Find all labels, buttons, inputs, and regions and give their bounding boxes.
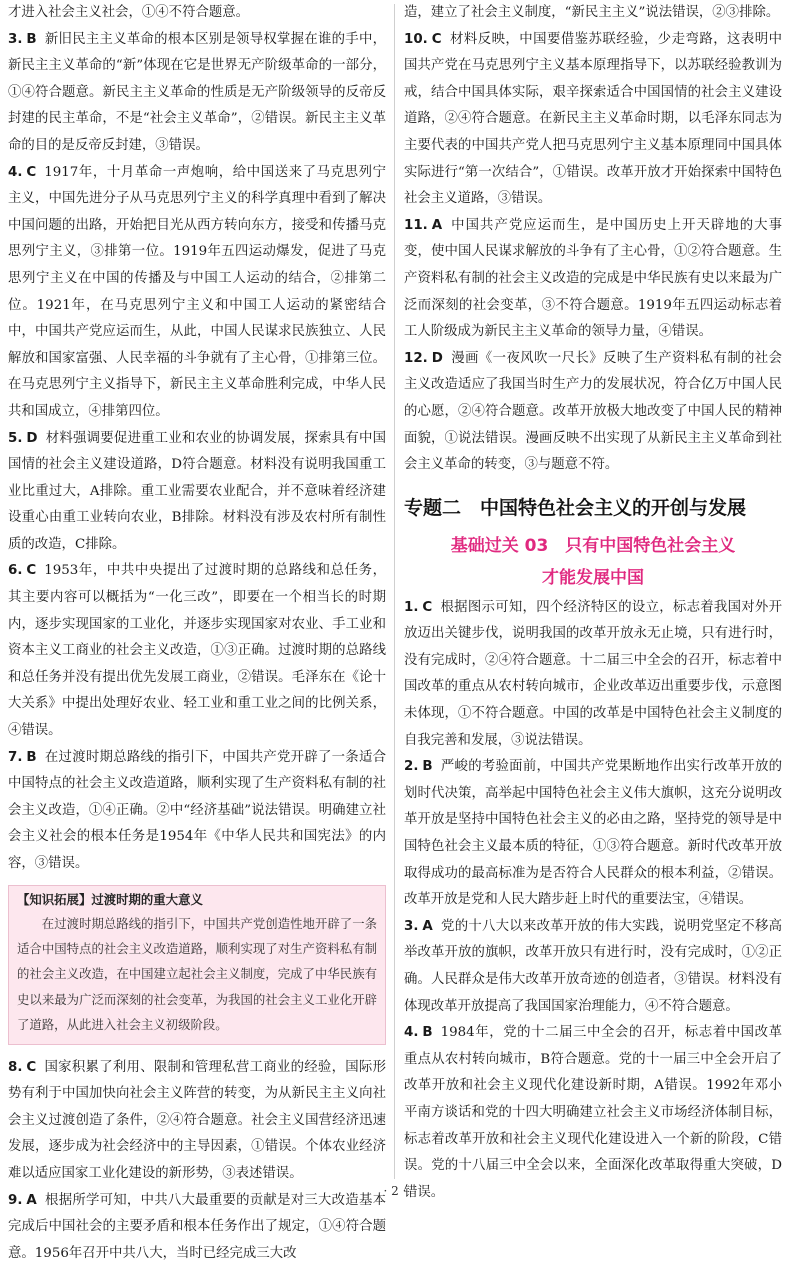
answer-letter: A xyxy=(431,217,443,233)
answer-item xyxy=(8,0,386,27)
column-divider xyxy=(394,4,395,1179)
answer-text: 严峻的考验面前，中国共产党果断地作出实行改革开放的划时代决策，高举起中国特色社会主义伟大旗帜，这充分说明改革开放是坚持中国特色社会主义的必由之路，坚持党的领导是中国特色社会主义最本质的特征，①③符合题意。新时代改革开放取得成功的最高标准为是否符合人民群众的根本利益，②错误。改革开放是党和人民大踏步赶上时代的重要法宝，④错误。 xyxy=(404,759,782,908)
topic-title: 专题二 中国特色社会主义的开创与发展 xyxy=(404,496,747,519)
question-number: 5. xyxy=(8,430,23,446)
question-number: 3. xyxy=(404,918,419,934)
answer-text: 造，建立了社会主义制度，“新民主主义”说法错误，②③排除。 xyxy=(404,5,780,20)
question-number: 4. xyxy=(8,164,23,180)
answer-text: 材料反映，中国要借鉴苏联经验，少走弯路，这表明中国共产党在马克思列宁主义基本原理指导下，以苏联经验教训为戒，结合中国具体实际，艰辛探索适合中国国情的社会主义建设道路，②④符合题意。在新民主主义革命时期，以毛泽东同志为主要代表的中国共产党人把马克思列宁主义基本原理同中国具体实际进行“第一次结合”，①错误。改革开放才开始探索中国特色社会主义道路，③错误。 xyxy=(404,31,782,207)
question-number: 12. xyxy=(404,350,428,366)
answer-item xyxy=(404,0,782,27)
right-column xyxy=(404,0,782,1206)
answer-item xyxy=(8,1188,386,1267)
answer-text: 在过渡时期总路线的指引下，中国共产党开辟了一条适合中国特点的社会主义改造道路，顺利实现了生产资料私有制的社会主义改造，①④正确。②中“经济基础”说法错误。明确建立社会主义社会的根本任务是1954年《中华人民共和国宪法》的内容，③错误。 xyxy=(8,749,386,871)
extension-body: 在过渡时期总路线的指引下，中国共产党创造性地开辟了一条适合中国特点的社会主义改造道路，顺利实现了对生产资料私有制的社会主义改造，在中国建立起社会主义制度，完成了中华民族有史以来最为广泛而深刻的社会变革，为我国的社会主义工业化开辟了道路，从此进入社会主义初级阶段。 xyxy=(17,915,377,1033)
answer-letter: C xyxy=(26,563,37,579)
page-number: · 2 · xyxy=(383,1184,407,1198)
answer-text: 中国共产党应运而生，是中国历史上开天辟地的大事变，使中国人民谋求解放的斗争有了主心骨，①②符合题意。生产资料私有制的社会主义改造的完成是中华民族有史以来最为广泛而深刻的社会变革，③不符合题意。1919年五四运动标志着工人阶级成为新民主主义革命的领导力量，④错误。 xyxy=(404,217,782,340)
question-number: 7. xyxy=(8,749,23,765)
answer-letter: A xyxy=(422,918,433,934)
answer-text: 国家积累了利用、限制和管理私营工商业的经验，国际形势有利于中国加快向社会主义阵营的转变，为从新民主主义向社会主义过渡创造了条件，②④符合题意。社会主义国营经济迅速发展，逐步成为社会经济中的主导因素，①错误。个体农业经济难以适应国家工业化建设的新形势，③表述错误。 xyxy=(8,1059,386,1181)
answer-letter: B xyxy=(422,1025,433,1041)
answer-letter: B xyxy=(422,759,433,775)
answer-letter: B xyxy=(26,31,37,47)
answer-item xyxy=(8,745,386,878)
left-column xyxy=(8,0,386,1267)
question-number: 10. xyxy=(404,31,428,47)
answer-text: 才进入社会主义社会，①④不符合题意。 xyxy=(8,5,250,20)
answer-text: 漫画《一夜风吹一尺长》反映了生产资料私有制的社会主义改造适应了我国当时生产力的发展状况，符合亿万中国人民的心愿，②④符合题意。改革开放极大地改变了中国人民的精神面貌，①说法错误。漫画反映不出实现了从新民主主义革命到社会主义革命的转变，③与题意不符。 xyxy=(404,350,782,473)
answer-letter: D xyxy=(26,430,38,446)
answer-text: 1917年，十月革命一声炮响，给中国送来了马克思列宁主义，中国先进分子从马克思列宁主义的科学真理中看到了解决中国问题的出路，开始把目光从西方转向东方，接受和传播马克思列宁主义，③排第一位。1919年五四运动爆发，促进了马克思列宁主义在中国的传播及与中国工人运动的结合，②排第二位。1921年，在马克思列宁主义和中国工人运动的紧密结合中，中国共产党应运而生，从此，中国人民谋求民族独立、人民解放和国家富强、人民幸福的斗争就有了主心骨，①排第三位。在马克思列宁主义指导下，新民主主义革命胜利完成，中华人民共和国成立，④排第四位。 xyxy=(8,164,386,419)
question-number: 2. xyxy=(404,759,419,775)
answer-item xyxy=(404,914,782,1020)
answer-item xyxy=(8,27,386,160)
answer-item xyxy=(404,346,782,479)
question-number: 3. xyxy=(8,31,23,47)
answer-item xyxy=(404,595,782,755)
answer-text: 根据图示可知，四个经济特区的设立，标志着我国对外开放迈出关键步伐，说明我国的改革开放永无止境，只有进行时，没有完成时，②④符合题意。十二届三中全会的召开，标志着中国改革的重点从农村转向城市，企业改革迈出重要步伐，示意图未体现，①不符合题意。中国的改革是中国特色社会主义制度的自我完善和发展，③说法错误。 xyxy=(404,599,782,748)
question-number: 1. xyxy=(404,599,419,615)
answer-letter: A xyxy=(26,1192,37,1208)
extension-title: 【知识拓展】过渡时期的重大意义 xyxy=(17,891,203,907)
answer-item xyxy=(8,160,386,426)
answer-text: 1953年，中共中央提出了过渡时期的总路线和总任务，其主要内容可以概括为“一化三改”，即要在一个相当长的时期内，逐步实现国家的工业化，并逐步实现国家对农业、手工业和资本主义工商业的社会主义改造，①③正确。过渡时期的总路线和总任务并没有提出优先发展工商业，②错误。毛泽东在《论十大关系》中提出处理好农业、轻工业和重工业之间的比例关系，④错误。 xyxy=(8,563,386,739)
answer-item xyxy=(404,213,782,346)
answer-item xyxy=(404,754,782,914)
answer-text: 新旧民主主义革命的根本区别是领导权掌握在谁的手中，新民主主义革命的“新”体现在它是世界无产阶级革命的一部分，①④符合题意。新民主主义革命的性质是无产阶级领导的反帝反封建的民主革命，不是“社会主义革命”，②错误。新民主主义革命的目的是反帝反封建，③错误。 xyxy=(8,31,386,153)
answer-letter: D xyxy=(431,350,443,366)
question-number: 8. xyxy=(8,1059,23,1075)
answer-item xyxy=(404,27,782,213)
answer-letter: C xyxy=(422,599,433,615)
answer-item xyxy=(8,558,386,744)
answer-item xyxy=(404,1020,782,1206)
answer-letter: C xyxy=(431,31,442,47)
answer-text: 1984年，党的十二届三中全会的召开，标志着中国改革重点从农村转向城市，B符合题意。党的十一届三中全会开启了改革开放和社会主义现代化建设新时期，A错误。1992年邓小平南方谈话和党的十四大明确建立社会主义市场经济体制目标，标志着改革开放和社会主义现代化建设进入一个新的阶段，C错误。党的十八届三中全会以来，全面深化改革取得重大突破，D错误。 xyxy=(404,1025,782,1200)
answer-text: 材料强调要促进重工业和农业的协调发展，探索具有中国国情的社会主义建设道路，D符合题意。材料没有说明我国重工业比重过大，A排除。重工业需要农业配合，并不意味着经济建设重心由重工业转向农业，B排除。材料没有涉及农村所有制性质的改造，C排除。 xyxy=(8,430,386,552)
question-number: 6. xyxy=(8,563,23,579)
knowledge-extension-box xyxy=(8,885,386,1045)
question-number: 9. xyxy=(8,1192,23,1208)
question-number: 11. xyxy=(404,217,428,233)
answer-item xyxy=(8,1055,386,1188)
section-title-line1: 基础过关 03 只有中国特色社会主义 xyxy=(450,535,736,556)
answer-item xyxy=(8,426,386,559)
answer-text: 根据所学可知，中共八大最重要的贡献是对三大改造基本完成后中国社会的主要矛盾和根本任务作出了规定，①④符合题意。1956年召开中共八大，当时已经完成三大改 xyxy=(8,1192,386,1261)
question-number: 4. xyxy=(404,1025,419,1041)
answer-text: 党的十八大以来改革开放的伟大实践，说明党坚定不移高举改革开放的旗帜，改革开放只有进行时，没有完成时，①②正确。人民群众是伟大改革开放奇迹的创造者，③错误。材料没有体现改革开放提高了我国国家治理能力，④不符合题意。 xyxy=(404,918,782,1014)
answer-letter: C xyxy=(26,164,37,180)
answer-letter: C xyxy=(26,1059,37,1075)
answer-letter: B xyxy=(26,749,37,765)
section-title-line2: 才能发展中国 xyxy=(542,567,644,588)
